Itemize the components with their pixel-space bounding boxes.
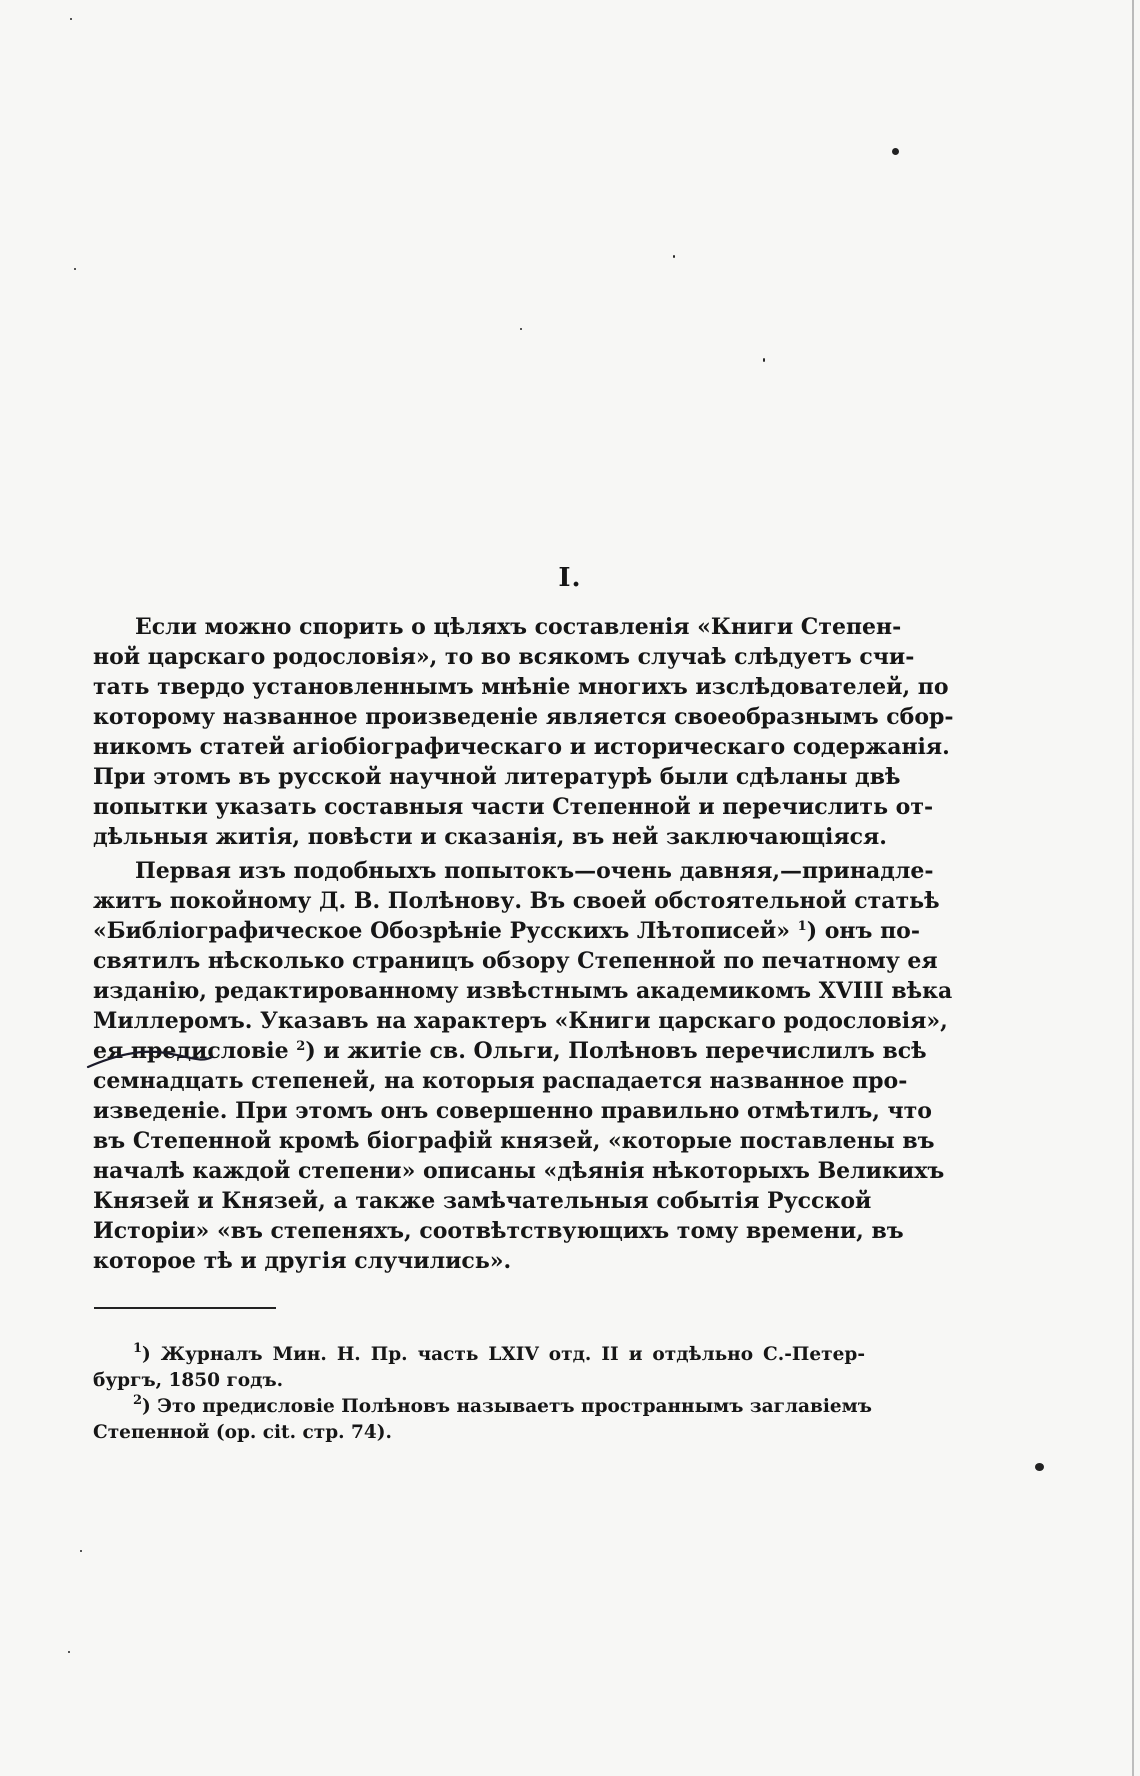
text-line: Князей и Князей, а также замѣчательныя событія Русской: [93, 1188, 872, 1214]
text-line: попытки указать составныя части Степенной и перечислить от-: [93, 794, 934, 820]
scan-speck: [520, 328, 522, 330]
text-line: тать твердо установленнымъ мнѣніе многихъ изслѣдователей, по: [93, 674, 949, 700]
text-line: житъ покойному Д. В. Полѣнову. Въ своей обстоятельной статьѣ: [93, 888, 940, 914]
footnote-marker: 1: [133, 1341, 143, 1356]
footnote-line: $^2$) Это предисловіе Полѣновъ называетъ пространнымъ заглавіемъ: [133, 1393, 872, 1417]
footnote-marker: 2: [133, 1393, 143, 1408]
footnote-1: [93, 1342, 865, 1394]
text-line: Исторіи» «въ степеняхъ, соотвѣтствующихъ тому времени, въ: [93, 1218, 904, 1244]
footnote-ref: 1: [797, 919, 807, 934]
text-line: никомъ статей агіобіографическаго и историческаго содержанія.: [93, 734, 950, 760]
text-line: Первая изъ подобныхъ попытокъ—очень давняя,—принадле-: [135, 858, 934, 884]
footnote-2: [93, 1393, 872, 1446]
text-line: которое тѣ и другія случились».: [93, 1248, 512, 1274]
pen-mark: [86, 1043, 216, 1073]
scan-speck: [80, 1550, 82, 1552]
footnote-line: Степенной (ор. cit. стр. 74).: [93, 1422, 392, 1443]
text-line: которому названное произведеніе является своеобразнымъ сбор-: [93, 704, 954, 730]
page-edge-line: [1132, 0, 1134, 1776]
text-line: ной царскаго родословія», то во всякомъ случаѣ слѣдуетъ счи-: [93, 644, 915, 670]
main-text: [93, 612, 954, 1276]
section-heading: I.: [558, 563, 582, 593]
scan-speck: [74, 268, 76, 270]
scan-speck: [673, 255, 675, 258]
text-line: «Библіографическое Обозрѣніе Русскихъ Лѣтописей» $^1$) онъ по-: [93, 918, 920, 944]
scan-speck: [68, 1651, 70, 1653]
text-line: святилъ нѣсколько страницъ обзору Степенной по печатному ея: [93, 948, 938, 974]
text-line: ея предисловіе $^2$) и житіе св. Ольги, Полѣновъ перечислилъ всѣ: [93, 1038, 927, 1064]
scan-speck: [892, 148, 899, 155]
footnotes: [93, 1341, 872, 1446]
footnote-ref: 2: [296, 1039, 306, 1054]
text-line: дѣльныя житія, повѣсти и сказанія, въ ней заключающіяся.: [93, 824, 887, 850]
footnote-line: бургъ, 1850 годъ.: [93, 1370, 284, 1391]
text-line: Миллеромъ. Указавъ на характеръ «Книги царскаго родословія»,: [93, 1008, 948, 1034]
text-line: семнадцать степеней, на которыя распадается названное про-: [93, 1068, 908, 1094]
scan-speck: [763, 358, 765, 362]
footnote-divider: [94, 1307, 276, 1309]
text-line: изданію, редактированному извѣстнымъ академикомъ XVIII вѣка: [93, 978, 953, 1004]
footnote-line: $^1$) Журналъ Мин. Н. Пр. часть LXIV отд. II и отдѣльно С.-Петер-: [133, 1341, 865, 1365]
text-line: въ Степенной кромѣ біографій князей, «которые поставлены въ: [93, 1128, 935, 1154]
scan-speck: [70, 18, 72, 20]
text-line: Если можно спорить о цѣляхъ составленія «Книги Степен-: [135, 614, 902, 640]
text-line: При этомъ въ русской научной литературѣ были сдѣланы двѣ: [93, 764, 901, 790]
scan-speck: [1035, 1463, 1044, 1471]
text-line: началѣ каждой степени» описаны «дѣянія нѣкоторыхъ Великихъ: [93, 1158, 945, 1184]
text-line: изведеніе. При этомъ онъ совершенно правильно отмѣтилъ, что: [93, 1098, 932, 1124]
paragraph-1: [93, 612, 954, 852]
